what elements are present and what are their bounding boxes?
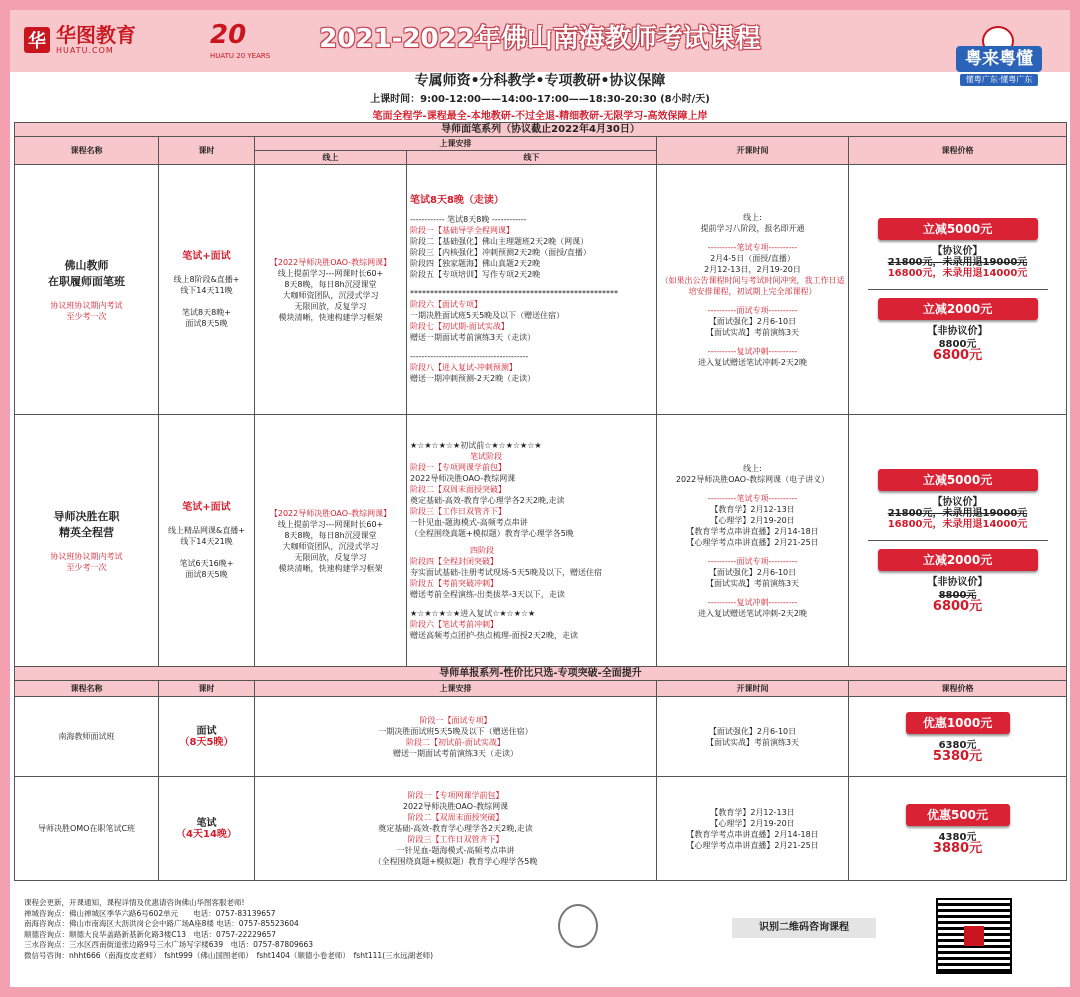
course-table bbox=[14, 122, 1067, 881]
offline-line: 阶段三【工作日双管齐下】 bbox=[410, 507, 506, 516]
open-spacer bbox=[660, 485, 845, 493]
hours-spacer bbox=[162, 547, 251, 558]
open-line: ----------复试冲刺---------- bbox=[707, 346, 798, 356]
old-price: 21800元，未录用退19000元 bbox=[887, 508, 1028, 519]
footer-line: 课程会更新，开课通知，课程详情及优惠请咨询佛山华图客服老师! bbox=[24, 898, 245, 907]
arrange-line: 阶段二【双周末面授突破】 bbox=[407, 813, 504, 822]
discount-button[interactable]: 立减2000元 bbox=[878, 549, 1038, 571]
online-line: 无限回放，反复学习 bbox=[294, 301, 367, 311]
offline-head: 笔试8天8晚（走读） bbox=[410, 195, 504, 206]
open-spacer bbox=[660, 297, 845, 305]
discount-button[interactable]: 立减5000元 bbox=[878, 469, 1038, 491]
course-name-cell: 导师决胜OMO在职笔试C班 bbox=[15, 777, 159, 881]
open-line: 2月12-13日，2月19-20日 bbox=[704, 264, 801, 274]
old-price: 6380元 bbox=[938, 739, 977, 751]
course-name: 在职履师面笔班 bbox=[48, 274, 125, 288]
open-time-cell bbox=[657, 777, 849, 881]
open-spacer bbox=[660, 589, 845, 597]
open-line: 【心理学考点串讲直播】2月21-25日 bbox=[686, 840, 819, 850]
offline-line: 阶段六【笔试考前冲刺】 bbox=[410, 620, 498, 629]
offline-line: 赠送一期冲刺预测-2天2晚（走读） bbox=[410, 374, 536, 383]
price-label: 【协议价】 bbox=[932, 497, 983, 508]
discount-button[interactable]: 立减5000元 bbox=[878, 218, 1038, 240]
open-line: 进入复试赠送笔试冲刺-2天2晚 bbox=[697, 357, 808, 367]
online-line: 大咖师资团队，沉浸式学习 bbox=[282, 541, 379, 551]
offline-line: ----------------------------------------- bbox=[410, 352, 529, 361]
online-line: 大咖师资团队，沉浸式学习 bbox=[282, 290, 379, 300]
open-line: 进入复试赠送笔试冲刺-2天2晚 bbox=[697, 608, 808, 618]
arrange-line: 阶段一【面试专项】 bbox=[419, 715, 492, 725]
col-header-name: 课程名称 bbox=[15, 137, 159, 165]
price-cell bbox=[849, 697, 1067, 777]
open-line: ----------笔试专项---------- bbox=[707, 493, 798, 503]
offline-line: ★☆★☆★☆★进入复试☆★☆★☆★ bbox=[410, 609, 536, 618]
offline-line: 阶段一【专项网课学前包】 bbox=[410, 463, 506, 472]
online-cell bbox=[255, 165, 407, 415]
open-line: 【面试实战】考前演练3天 bbox=[705, 327, 800, 337]
offline-line: ★☆★☆★☆★初试前☆★☆★☆★☆★ bbox=[410, 441, 542, 450]
open-line: 提前学习八阶段，报名即开通 bbox=[700, 223, 805, 233]
old-price: 8800元 bbox=[938, 590, 977, 601]
new-price: 5380元 bbox=[932, 748, 983, 764]
offline-line: ------------ 笔试8天8晚 ------------ bbox=[410, 215, 527, 224]
badge-sub: 懂粤广东·懂粤广东 bbox=[960, 74, 1038, 86]
online-cell bbox=[255, 415, 407, 667]
course-note: 至少考一次 bbox=[66, 311, 107, 321]
open-line: 【教育学】2月12-13日 bbox=[710, 807, 795, 817]
col-header-open: 开课时间 bbox=[657, 681, 849, 697]
open-line: 【心理学】2月19-20日 bbox=[710, 515, 795, 525]
new-price: 6800元 bbox=[932, 348, 983, 363]
arrange-line: 2022导师决胜OAO-教综网课 bbox=[402, 802, 509, 811]
hours-title: 笔试+面试 bbox=[182, 250, 231, 262]
offline-line: （全程围绕真题+模拟题）教育学心理学各5晚 bbox=[410, 529, 574, 538]
online-line: 无限回放，反复学习 bbox=[294, 552, 367, 562]
hours-line: 线上精品网课&直播+ bbox=[168, 525, 245, 535]
col-header-price: 课程价格 bbox=[849, 681, 1067, 697]
hours-line: 笔试6天16晚+ bbox=[179, 558, 234, 568]
offline-line: 笔试阶段 bbox=[470, 452, 502, 461]
open-line: 【面试强化】2月6-10日 bbox=[708, 726, 797, 736]
offline-line: 夯实面试基础-注册考试现场-5天5晚及以下，赠送住宿 bbox=[410, 568, 602, 577]
offline-line: 赠送一期面试考前演练3天（走读） bbox=[410, 333, 536, 342]
offline-line: 阶段五【专项培训】写作专项2天2晚 bbox=[410, 270, 541, 279]
open-line: 【面试强化】2月6-10日 bbox=[708, 567, 797, 577]
hours-line: 线下14天11晚 bbox=[180, 285, 233, 295]
hours-line: 笔试8天8晚+ bbox=[182, 307, 231, 317]
offline-line: 奠定基础-高效-教育学心理学各2天2晚,走读 bbox=[410, 496, 565, 505]
anniversary-sub: HUATU 20 YEARS bbox=[210, 52, 271, 60]
hours-sub: （8天5晚） bbox=[179, 736, 234, 748]
hours-title: 面试 bbox=[196, 725, 217, 737]
open-line: 【教育学考点串讲直播】2月14-18日 bbox=[686, 829, 819, 839]
hours-line: 面试8天5晚 bbox=[185, 318, 228, 328]
open-line: 【面试强化】2月6-10日 bbox=[708, 316, 797, 326]
course-name: 导师决胜在职 bbox=[53, 509, 120, 523]
qr-consult-button[interactable]: 识别二维码咨询课程 bbox=[732, 918, 876, 938]
arrange-line: 阶段一【专项网课学前包】 bbox=[407, 791, 504, 800]
hours-cell bbox=[159, 777, 255, 881]
arrange-line: 阶段二【初试前-面试实战】 bbox=[406, 737, 505, 747]
offline-line: 赠送考前全程演练-出类拔萃-3天以下，走读 bbox=[410, 590, 565, 599]
offline-line: 赠送高频考点团护-热点梳理-面授2天2晚，走读 bbox=[410, 631, 578, 640]
offline-line: **************************************************** bbox=[410, 289, 618, 298]
col-header-arrange: 上课安排 bbox=[255, 137, 657, 151]
offline-line: 四阶段 bbox=[470, 546, 494, 555]
hours-cell bbox=[159, 697, 255, 777]
poster bbox=[10, 10, 1070, 987]
open-time-cell bbox=[657, 415, 849, 667]
footer-line: 南海咨询点：佛山市南海区大沥洪岗仑会中路广场A座8楼 电话：0757-85523604 bbox=[24, 919, 299, 928]
arrange-line: （全程围绕真题+模拟题）教育学心理学各5晚 bbox=[373, 857, 538, 866]
online-line: 8天8晚，每日8h沉浸课堂 bbox=[284, 279, 377, 289]
schedule: 上课时间：9:00-12:00——14:00-17:00——18:30-20:30 (8小时/天) bbox=[370, 94, 710, 105]
open-line: 线上: bbox=[743, 212, 762, 222]
open-spacer bbox=[660, 234, 845, 242]
hours-title: 笔试 bbox=[196, 817, 217, 829]
arrange-line: 阶段三【工作日双管齐下】 bbox=[407, 835, 504, 844]
price-cell bbox=[849, 165, 1067, 415]
offline-line: 阶段八【进入复试-冲刺预测】 bbox=[410, 363, 517, 372]
price-label: 【非协议价】 bbox=[927, 326, 988, 337]
offline-spacer bbox=[410, 280, 653, 288]
hours-title: 笔试+面试 bbox=[182, 501, 231, 513]
hours-line: 线下14天21晚 bbox=[180, 536, 233, 546]
arrange-line: 一期决胜面试班5天5晚及以下（赠送住宿） bbox=[378, 726, 533, 736]
old-price: 4380元 bbox=[938, 831, 977, 843]
footer-line: 顺德咨询点：顺德大良华盖路新基新化路3楼C13 电话：0757-22229657 bbox=[24, 929, 277, 939]
qr-logo-icon bbox=[964, 926, 984, 946]
offline-line: 阶段二【双周末面授突破】 bbox=[410, 485, 506, 494]
hours-cell bbox=[159, 415, 255, 667]
open-line: 【教育学考点串讲直播】2月14-18日 bbox=[686, 526, 819, 536]
open-line: （如果出公告课程时间与考试时间冲突，我工作日适 bbox=[660, 275, 845, 285]
col-header-online: 线上 bbox=[255, 151, 407, 165]
open-line: 【面试实战】考前演练3天 bbox=[705, 737, 800, 747]
table-row bbox=[15, 165, 1067, 415]
badge-text: 粤来粤懂 bbox=[956, 46, 1042, 72]
offline-cell bbox=[407, 165, 657, 415]
arrange-cell bbox=[255, 697, 657, 777]
online-line: 模块清晰，快速构建学习框架 bbox=[278, 312, 383, 322]
offline-line: 阶段六【面试专项】 bbox=[410, 300, 482, 309]
discount-button[interactable]: 优惠1000元 bbox=[906, 712, 1010, 734]
price-divider bbox=[868, 540, 1048, 541]
arrange-cell bbox=[255, 777, 657, 881]
offline-spacer bbox=[410, 343, 653, 351]
online-line: 【2022导师决胜OAO-教综网课】 bbox=[269, 508, 392, 518]
offline-line: 阶段五【考前突破冲刺】 bbox=[410, 579, 498, 588]
open-line: 【心理学】2月19-20日 bbox=[710, 818, 795, 828]
course-name: 佛山教师 bbox=[64, 258, 109, 272]
offline-line: 阶段三【内核强化】冲刺预测2天2晚（面授/直播） bbox=[410, 248, 591, 257]
course-note: 至少考一次 bbox=[66, 562, 107, 572]
qr-code-icon[interactable] bbox=[936, 898, 1012, 974]
open-line: 【心理学考点串讲直播】2月21-25日 bbox=[686, 537, 819, 547]
open-line: ----------面试专项---------- bbox=[707, 556, 798, 566]
new-price: 16800元，未录用退14000元 bbox=[887, 268, 1028, 279]
offline-line: 2022导师决胜OAO-教综网课 bbox=[410, 474, 516, 483]
open-line: 2022导师决胜OAO-教综网课（电子讲义） bbox=[675, 474, 830, 484]
hours-line: 线上8阶段&直播+ bbox=[173, 274, 240, 284]
col-header-hours: 课时 bbox=[159, 137, 255, 165]
price-label: 【非协议价】 bbox=[927, 577, 988, 588]
page-title: 2021-2022年佛山南海教师考试课程 bbox=[319, 24, 761, 54]
discount-button[interactable]: 优惠500元 bbox=[906, 804, 1010, 826]
course-name-cell bbox=[15, 165, 159, 415]
discount-button[interactable]: 立减2000元 bbox=[878, 298, 1038, 320]
open-line: 【面试实战】考前演练3天 bbox=[705, 578, 800, 588]
course-name-cell: 南海教师面试班 bbox=[15, 697, 159, 777]
open-line: 线上: bbox=[743, 463, 762, 473]
arrange-line: 一针见血-题海模式-高频考点串讲 bbox=[396, 846, 515, 855]
footer-line: 微信号咨询：nhht666（南海皮皮老师） fsht999（佛山国图老师） fsht1404（顺德小卷老师） fsht111(三水远湖老师) bbox=[24, 950, 434, 960]
open-line: 培安排课程，初试期上完全部课程） bbox=[688, 286, 817, 296]
course-name: 精英全程营 bbox=[59, 525, 114, 539]
header-banner bbox=[10, 10, 1070, 72]
old-price: 21800元，未录用退19000元 bbox=[887, 257, 1028, 268]
price-cell bbox=[849, 415, 1067, 667]
col-header-arrange: 上课安排 bbox=[255, 681, 657, 697]
open-line: ----------面试专项---------- bbox=[707, 305, 798, 315]
course-note: 协议班协议期内考试 bbox=[50, 551, 123, 561]
online-line: 【2022导师决胜OAO-教综网课】 bbox=[269, 257, 392, 267]
hours-spacer bbox=[162, 296, 251, 307]
open-line: ----------复试冲刺---------- bbox=[707, 597, 798, 607]
hours-sub: （4天14晚） bbox=[176, 828, 237, 840]
col-header-name: 课程名称 bbox=[15, 681, 159, 697]
offline-line: 阶段四【全程封闭突破】 bbox=[410, 557, 498, 566]
online-line: 线上提前学习---网课时长60+ bbox=[277, 519, 384, 529]
price-label: 【协议价】 bbox=[932, 246, 983, 257]
arrange-line: 奠定基础-高效-教育学心理学各2天2晚,走读 bbox=[378, 824, 533, 833]
offline-line: 一期决胜面试班5天5晚及以下（赠送住宿） bbox=[410, 311, 565, 320]
footer-line: 三水咨询点：三水区西南街道张边路9号三水广场写字楼639 电话：0757-87809663 bbox=[24, 940, 314, 949]
offline-line: 阶段一【基础导学全程网课】 bbox=[410, 226, 514, 235]
col-header-open: 开课时间 bbox=[657, 137, 849, 165]
open-line: 【教育学】2月12-13日 bbox=[710, 504, 795, 514]
online-line: 8天8晚，每日8h沉浸课堂 bbox=[284, 530, 377, 540]
new-price: 16800元，未录用退14000元 bbox=[887, 519, 1028, 530]
col-header-hours: 课时 bbox=[159, 681, 255, 697]
open-spacer bbox=[660, 338, 845, 346]
anniversary-logo: 20 bbox=[210, 20, 247, 50]
table-row bbox=[15, 777, 1067, 881]
arrange-line: 赠送一期面试考前演练3天（走读） bbox=[392, 748, 519, 758]
footer-line: 禅城咨询点：佛山禅城区季华六路6号602单元 电话：0757-83139657 bbox=[24, 908, 276, 918]
section-title: 导师面笔系列（协议截止2022年4月30日） bbox=[15, 123, 1067, 137]
section-title: 导师单报系列-性价比只选-专项突破-全面提升 bbox=[15, 667, 1067, 681]
hours-cell bbox=[159, 165, 255, 415]
hours-line: 面试8天5晚 bbox=[185, 569, 228, 579]
brand-name: 华图教育 bbox=[56, 23, 136, 47]
mascot-icon bbox=[558, 904, 598, 948]
offline-line: 阶段七【初试期-面试实战】 bbox=[410, 322, 509, 331]
open-time-cell bbox=[657, 697, 849, 777]
table-row bbox=[15, 697, 1067, 777]
new-price: 6800元 bbox=[932, 599, 983, 614]
col-header-offline: 线下 bbox=[407, 151, 657, 165]
offline-line: 阶段二【基础强化】佛山主理题班2天2晚（网课） bbox=[410, 237, 589, 246]
old-price: 8800元 bbox=[938, 339, 977, 350]
open-spacer bbox=[660, 548, 845, 556]
offline-line: 阶段四【独家题海】佛山真题2天2晚 bbox=[410, 259, 541, 268]
online-line: 线上提前学习---网课时长60+ bbox=[277, 268, 384, 278]
new-price: 3880元 bbox=[932, 840, 983, 856]
open-line: 2月4-5日（面授/直播） bbox=[710, 253, 795, 263]
subtitle: 专属师资•分科教学•专项教研•协议保障 bbox=[414, 73, 666, 89]
course-note: 协议班协议期内考试 bbox=[50, 300, 123, 310]
offline-spacer bbox=[410, 600, 653, 608]
open-time-cell bbox=[657, 165, 849, 415]
offline-line: 一针见血-题海模式-高频考点串讲 bbox=[410, 518, 528, 527]
open-line: ----------笔试专项---------- bbox=[707, 242, 798, 252]
slogan: 笔面全程学-课程最全-本地教研-不过全退-精细教研-无限学习-高效保障上岸 bbox=[372, 111, 708, 122]
col-header-price: 课程价格 bbox=[849, 137, 1067, 165]
table-row bbox=[15, 415, 1067, 667]
course-name-cell bbox=[15, 415, 159, 667]
price-cell bbox=[849, 777, 1067, 881]
huatu-logo-icon: 华 bbox=[24, 27, 50, 53]
offline-cell bbox=[407, 415, 657, 667]
price-divider bbox=[868, 289, 1048, 290]
brand-domain: HUATU.COM bbox=[56, 46, 114, 55]
contact-info bbox=[24, 898, 584, 961]
online-line: 模块清晰，快速构建学习框架 bbox=[278, 563, 383, 573]
